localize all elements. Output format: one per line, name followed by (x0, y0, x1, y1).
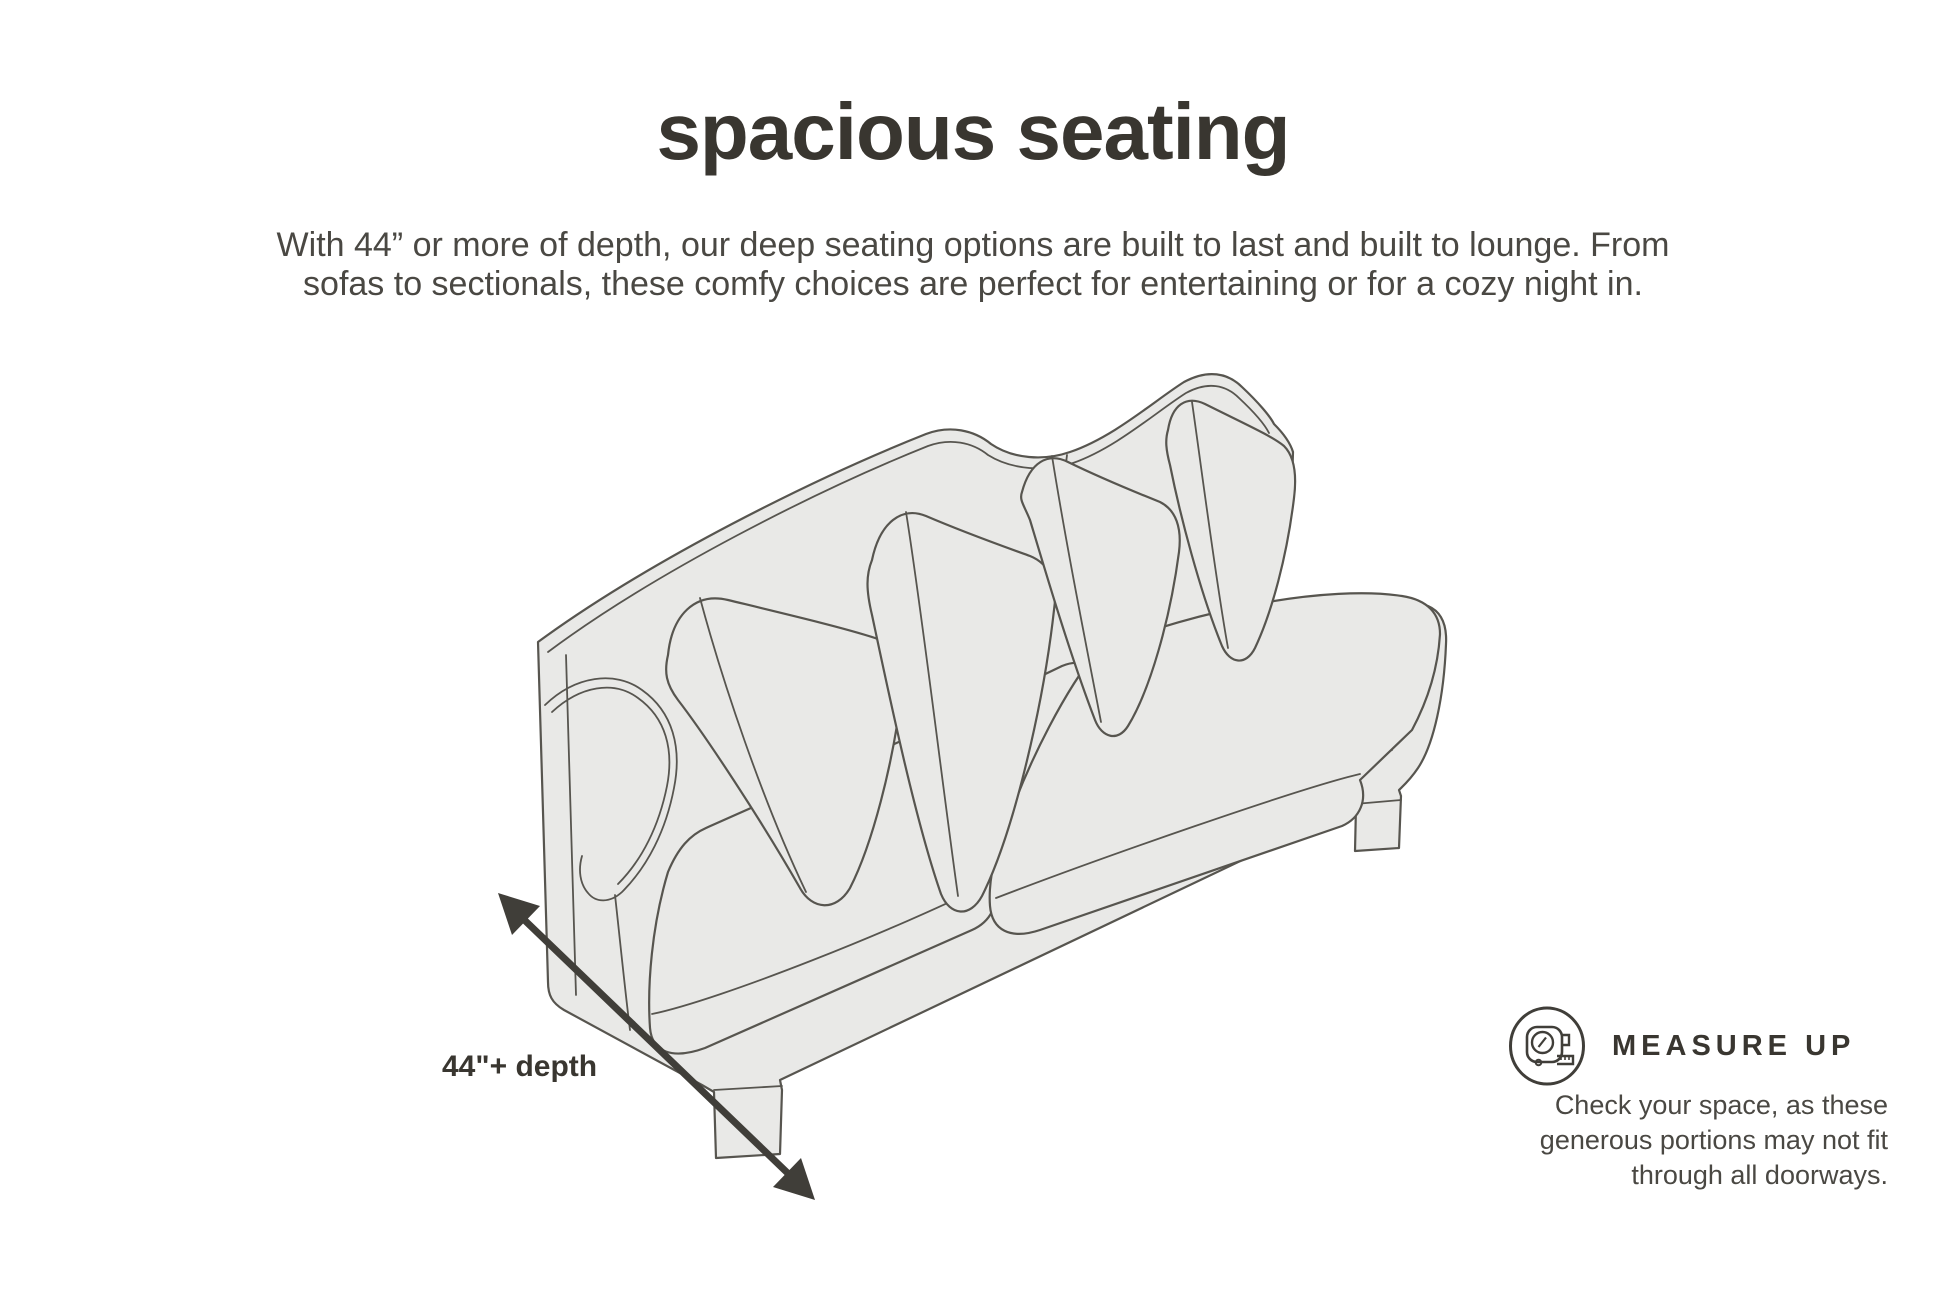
depth-dimension-label: 44"+ depth (442, 1050, 598, 1083)
measure-up-description (1368, 1088, 1888, 1193)
page-title: spacious seating (656, 87, 1290, 176)
measure-up-description-line-1: Check your space, as these (1554, 1090, 1888, 1120)
sofa-line-drawing (538, 374, 1446, 1158)
measure-up-description-line-2: generous portions may not fit (1539, 1125, 1888, 1155)
measure-up-section (1506, 1004, 1855, 1088)
measure-up-description-line-3: through all doorways. (1631, 1160, 1888, 1190)
tape-measure-icon (1506, 1004, 1588, 1088)
intro-line-1: With 44” or more of depth, our deep seating options are built to last and built to lounge. From (276, 226, 1670, 264)
measure-up-heading: MEASURE UP (1612, 1029, 1856, 1062)
intro-line-2: sofas to sectionals, these comfy choices are perfect for entertaining or for a cozy night in. (303, 265, 1643, 303)
